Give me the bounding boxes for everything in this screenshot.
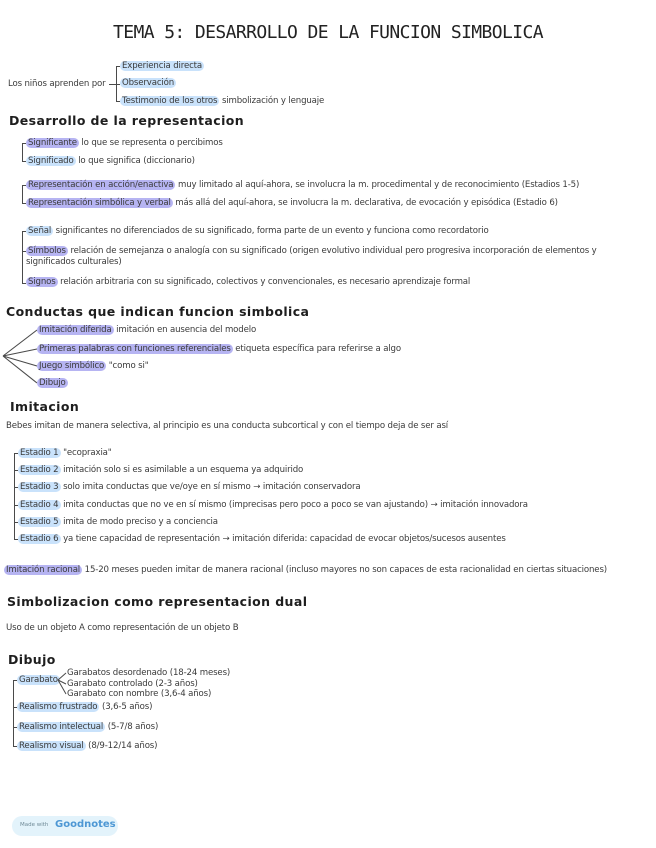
list-item: Dibujo xyxy=(39,378,66,388)
list-item: Realismo frustrado (3,6-5 años) xyxy=(19,702,153,712)
garabato-item: Garabato con nombre (3,6-4 años) xyxy=(67,689,212,699)
paragraph: Uso de un objeto A como representación de un objeto B xyxy=(6,623,239,633)
list-item: Realismo intelectual (5-7/8 años) xyxy=(19,722,159,732)
list-item: Estadio 1 "ecopraxia" xyxy=(20,448,112,458)
goodnotes-logo-text: Goodnotes xyxy=(55,819,116,830)
list-item: Primeras palabras con funciones referenciales etiqueta específica para referirse a algo xyxy=(39,344,401,354)
garabato-item: Garabatos desordenado (18-24 meses) xyxy=(67,668,231,678)
list-item: Representación en acción/enactiva muy limitado al aquí-ahora, se involucra la m. procedimental y de reconocimiento (Estadios 1-5) xyxy=(28,180,580,190)
paragraph: Bebes imitan de manera selectiva, al principio es una conducta subcortical y con el tiempo deja de ser así xyxy=(6,421,449,431)
list-item: Estadio 6 ya tiene capacidad de representación → imitación diferida: capacidad de evocar objetos/sucesos ausentes xyxy=(20,534,506,544)
list-item: Señal significantes no diferenciados de su significado, forma parte de un evento y funciona como recordatorio xyxy=(28,226,489,236)
list-item: Representación simbólica y verbal más allá del aquí-ahora, se involucra la m. declarativa, de evocación y episódica (Estadio 6) xyxy=(28,198,558,208)
made-with-label: Made with xyxy=(20,822,49,828)
garabato-item: Garabato controlado (2-3 años) xyxy=(67,679,198,689)
intro-item: Experiencia directa xyxy=(122,61,203,71)
section-heading-dual: Simbolizacion como representacion dual xyxy=(7,594,308,609)
intro-item: Observación xyxy=(122,78,175,88)
list-item: Signos relación arbitraria con su significado, colectivos y convencionales, es necesario aprendizaje formal xyxy=(28,277,471,287)
list-item: Estadio 5 imita de modo preciso y a conciencia xyxy=(20,517,218,527)
list-item: Realismo visual (8/9-12/14 años) xyxy=(19,741,158,751)
section-heading-imitacion: Imitacion xyxy=(10,399,80,414)
section-heading-dibujo: Dibujo xyxy=(8,652,56,667)
list-item: Estadio 3 solo imita conductas que ve/oye en sí mismo → imitación conservadora xyxy=(20,482,361,492)
made-with-goodnotes-badge[interactable] xyxy=(12,816,118,836)
imitacion-racional: Imitación racional 15-20 meses pueden imitar de manera racional (incluso mayores no son capaces de esta racionalidad en ciertas situaciones) xyxy=(6,565,607,575)
list-item: Significante lo que se representa o percibimos xyxy=(28,138,223,148)
garabato-label: Garabato xyxy=(19,675,58,685)
list-item: Estadio 2 imitación solo si es asimilable a un esquema ya adquirido xyxy=(20,465,304,475)
list-item: Significado lo que significa (diccionario) xyxy=(28,156,195,166)
section-heading-conductas: Conductas que indican funcion simbolica xyxy=(6,304,310,319)
section-heading-representacion: Desarrollo de la representacion xyxy=(9,113,245,128)
list-item: Imitación diferida imitación en ausencia del modelo xyxy=(39,325,257,335)
intro-lead: Los niños aprenden por xyxy=(8,79,106,89)
list-item: Símbolos relación de semejanza o analogía con su significado (origen evolutivo individual pero progresiva incorporación de elementos y xyxy=(28,246,597,256)
intro-item: Testimonio de los otros simbolización y lenguaje xyxy=(122,96,325,106)
list-item-continuation: significados culturales) xyxy=(26,257,122,267)
list-item: Estadio 4 imita conductas que no ve en sí mismo (imprecisas pero poco a poco se van ajustando) → imitación innovadora xyxy=(20,500,528,510)
list-item: Juego simbólico "como si" xyxy=(39,361,149,371)
page-title: TEMA 5: DESARROLLO DE LA FUNCION SIMBOLICA xyxy=(113,22,543,43)
